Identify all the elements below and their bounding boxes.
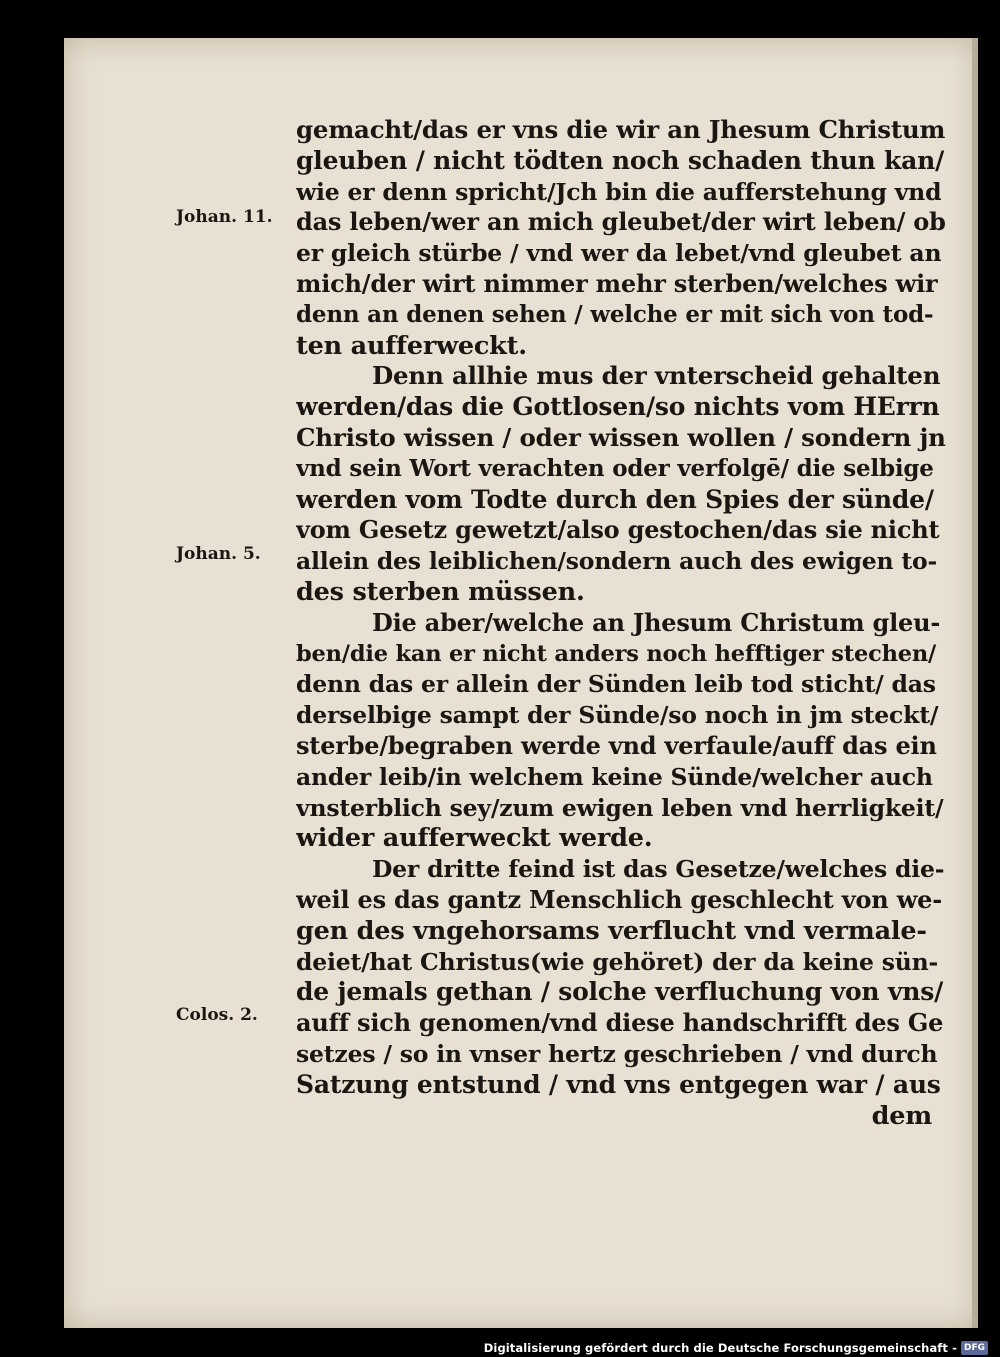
text-line: gen des vngehorsams verflucht vnd vermale- bbox=[296, 915, 927, 946]
text-line: vnsterblich sey/zum ewigen leben vnd herrligkeit/ bbox=[296, 793, 944, 822]
catchword: dem bbox=[871, 1100, 932, 1131]
text-line: ander leib/in welchem keine Sünde/welcher auch bbox=[296, 762, 933, 791]
digitization-footer bbox=[0, 1339, 1000, 1357]
text-line: Denn allhie mus der vnterscheid gehalten bbox=[372, 361, 941, 391]
text-line: ten aufferweckt. bbox=[296, 330, 527, 361]
text-line: er gleich stürbe / vnd wer da lebet/vnd gleubet an bbox=[296, 239, 942, 268]
text-line: Satzung entstund / vnd vns entgegen war / aus bbox=[296, 1069, 941, 1099]
funding-credit: Digitalisierung gefördert durch die Deutsche Forschungsgemeinschaft - bbox=[483, 1341, 957, 1355]
dfg-logo: DFG bbox=[961, 1341, 988, 1355]
text-line: wie er denn spricht/Jch bin die aufferstehung vnd bbox=[296, 177, 942, 206]
text-line: Die aber/welche an Jhesum Christum gleu- bbox=[372, 607, 941, 637]
text-line: das leben/wer an mich gleubet/der wirt leben/ ob bbox=[296, 207, 946, 237]
text-line: allein des leiblichen/sondern auch des ewigen to- bbox=[296, 547, 938, 576]
text-line: Der dritte feind ist das Gesetze/welches die- bbox=[372, 855, 945, 884]
page-body-text bbox=[296, 115, 946, 1131]
text-line: derselbige sampt der Sünde/so noch in jm steckt/ bbox=[296, 701, 939, 730]
text-line: denn das er allein der Sünden leib tod sticht/ das bbox=[296, 670, 936, 699]
text-line: des sterben müssen. bbox=[296, 576, 585, 607]
text-line: ben/die kan er nicht anders noch hefftiger stechen/ bbox=[296, 640, 937, 667]
text-line: weil es das gantz Menschlich geschlecht von we- bbox=[296, 884, 942, 914]
text-line: vnd sein Wort verachten oder verfolgē/ die selbige bbox=[296, 454, 934, 482]
margin-note-colossians-2: Colos. 2. bbox=[176, 1005, 258, 1025]
page-gutter bbox=[972, 38, 978, 1328]
text-line: werden/das die Gottlosen/so nichts vom HErrn bbox=[296, 392, 940, 422]
text-line: setzes / so in vnser hertz geschrieben / vnd durch bbox=[296, 1039, 938, 1068]
text-line: gleuben / nicht tödten noch schaden thun kan/ bbox=[296, 145, 945, 175]
text-line: auff sich genomen/vnd diese handschrifft des Ge bbox=[296, 1008, 944, 1038]
text-line: gemacht/das er vns die wir an Jhesum Christum bbox=[296, 115, 946, 144]
text-line: werden vom Todte durch den Spies der sünde/ bbox=[296, 484, 934, 514]
text-line: deiet/hat Christus(wie gehöret) der da keine sün- bbox=[296, 947, 939, 976]
margin-note-john-11: Johan. 11. bbox=[176, 207, 273, 227]
text-line: sterbe/begraben werde vnd verfaule/auff das ein bbox=[296, 730, 937, 760]
text-line: denn an denen sehen / welche er mit sich von tod- bbox=[296, 300, 934, 328]
margin-note-john-5: Johan. 5. bbox=[176, 544, 261, 564]
text-line: wider aufferweckt werde. bbox=[296, 823, 653, 854]
text-line: de jemals gethan / solche verfluchung von vns/ bbox=[296, 977, 944, 1007]
text-line: Christo wissen / oder wissen wollen / sondern jn bbox=[296, 422, 946, 452]
text-line: vom Gesetz gewetzt/also gestochen/das sie nicht bbox=[296, 515, 940, 545]
text-line: mich/der wirt nimmer mehr sterben/welches wir bbox=[296, 268, 938, 298]
